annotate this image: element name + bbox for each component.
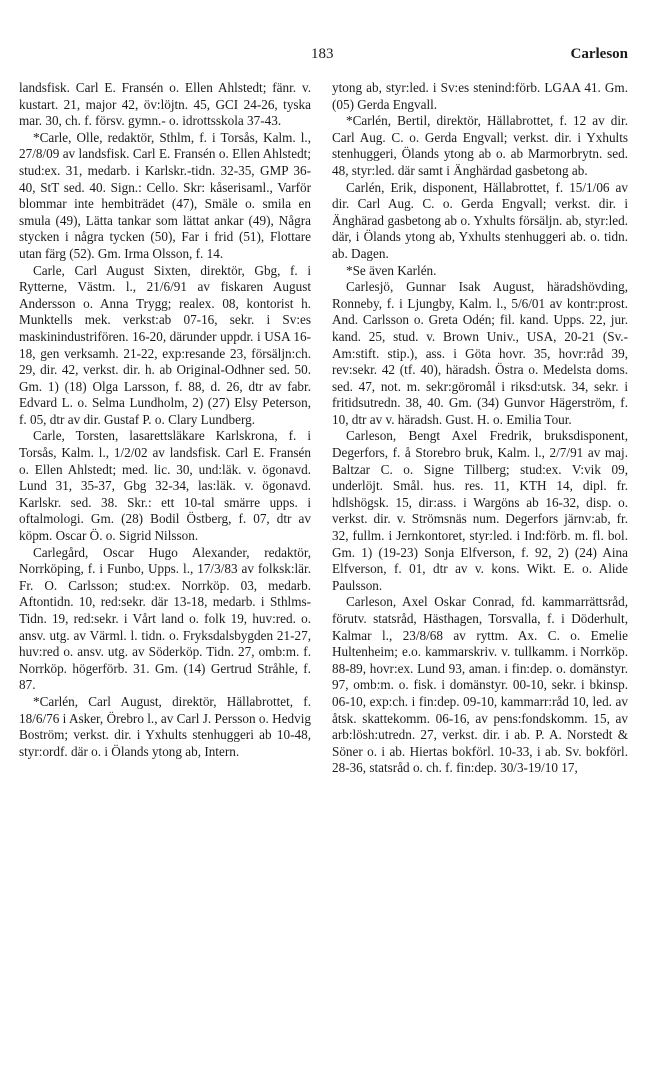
right-column: [332, 80, 628, 777]
left-column: [19, 80, 311, 760]
entry-text: Carlén, Erik, disponent, Hällabrottet, f. 15/1/06 av dir. Carl Aug. C. o. Gerda Engvall; verkst. dir. i Änghärad gasbetong ab o. Yxhults försäljn. ab, styr:led. där, i Ölands ytong ab, Yxhults stenhuggeri ab. o. tidn. ab. Dagen.: [332, 179, 628, 261]
entry-text: ytong ab, styr:led. i Sv:es stenind:förb. LGAA 41. Gm. (05) Gerda Engvall.: [332, 80, 628, 112]
entry-text: Carle, Carl August Sixten, direktör, Gbg, f. i Rytterne, Västm. l., 21/6/91 av fiskaren August Andersson o. Anna Trygg; realex. 08, kontorist h. Munktells mek. verkst:ab 07-16, sekr. i Sv:es maskinindustrifören. 16-20, därunder uppdr. i USA 16-18, gen verksamh. 21-22, exp:resande 23, försäljn:ch. 29, dir. 42, verkst. dir. h. ab Original-Odhner sed. 50. Gm. 1) (18) Olga Larsson, f. 88, d. 26, dtr av fabr. Edvard L. o. Selma Lundholm, 2) (27) Elsy Peterson, f. 05, dtr av dir. Gustaf P. o. Clary Lundberg.: [19, 262, 311, 427]
page-header: [0, 46, 656, 72]
entry-text: *Carlén, Bertil, direktör, Hällabrottet, f. 12 av dir. Carl Aug. C. o. Gerda Engvall; verkst. dir. i Yxhults stenhuggeri, Ölands ytong ab o. ab Marmorbrytn. sed. 48, styr:led. där samt i Änghärdad gasbetong ab.: [332, 113, 628, 178]
entry-text: Carlegård, Oscar Hugo Alexander, redaktör, Norrköping, f. i Funbo, Upps. l., 17/3/83 av folksk:lär. Fr. O. Carlsson; stud:ex. Norrköp. 03, medarb. Aftontidn. 10, red:sekr. där 13-18, medarb. i Sthlms-Tidn. 19, red:sekr. i Vårt land o. folk 19, huv:red. o. ansv. utg. av Värml. l. tidn. o. Fryksdalsbygden 21-27, huv:red o. ansv. utg. av Söderköp. Tidn. 27, omb:m. f. Norrköp. högerförb. 31. Gm. (14) Gertrud Stråhle, f. 87.: [19, 544, 311, 693]
entry-text: *Carlén, Carl August, direktör, Hällabrottet, f. 18/6/76 i Asker, Örebro l., av Carl J. Persson o. Hedvig Boström; verkst. dir. i Yxhults stenhuggeri ab 10-48, styr:ordf. där o. i Ölands ytong ab, Intern.: [19, 693, 311, 759]
entry-text: *Se även Karlén.: [346, 262, 437, 278]
entry-text: Carleson, Axel Oskar Conrad, fd. kammarrättsråd, förutv. statsråd, Hästhagen, Torsvalla, f. i Döderhult, Kalmar l., 23/8/68 av ryttm. Ax. C. o. Emelie Hultenheim; e.o. kammarskriv. v. tullkamm. i Norrköp. 88-89, hovr:ex. Lund 93, aman. i fin:dep. o. domänstyr. 97, omb:m. o. fisk. i domänstyr. 00-10, sekr. i bkinsp. 06-10, exp:ch. i fin:dep. 09-10, kammarr:råd 10, led. av åtsk. skattekomm. 06-16, av pens:fondskomm. 15, av arb:lösh:utredn. 27, verkst. dir. i ab. P. A. Norstedt & Söner o. i ab. Hiertas bokförl. 10-33, i ab. Sv. bokförl. 28-36, statsråd o. ch. f. fin:dep. 30/3-19/10 17,: [332, 594, 628, 776]
entry-text: Carleson, Bengt Axel Fredrik, bruksdisponent, Degerfors, f. å Storebro bruk, Kalm. l., 2/7/91 av maj. Baltzar C. o. Signe Tillberg; stud:ex. V:vik 09, underlöjt. Smål. hus. res. 11, KTH 14, dipl. fr. hdlshögsk. 15, dir:ass. i Wargöns ab 16-32, disp. o. verkst. dir. v. Strömsnäs num. Degerfors järnv:ab, fr. 32, fullm. i Jernkontoret, styr:led. i Ind:förb. m. fl. bol. Gm. 1) (19-23) Sonja Elfverson, f. 92, 2) (24) Aina Elfverson, f. 01, dtr av v. kons. Wikt. E. o. Alide Paulsson.: [332, 428, 628, 593]
entry-text: *Carle, Olle, redaktör, Sthlm, f. i Torsås, Kalm. l., 27/8/09 av landsfisk. Carl E. Fransén o. Ellen Ahlstedt; stud:ex. 31, medarb. i Karlskr.-tidn. 32-35, GMP 36-40, StT sed. 40. Sign.: Cello. Skr: kåserisaml., Varför blommar inte hembiträdet (47), Smäle o. smila en smula (49), Lätta tankar som lättat ankar (49), Några stycken i några tycken (50), Far i frid (51), Flottare utan färg (52). Gm. Irma Olsson, f. 14.: [19, 129, 311, 261]
entry-text: landsfisk. Carl E. Fransén o. Ellen Ahlstedt; fänr. v. kustart. 21, major 42, öv:löjtn. 45, GCI 24-26, tyska mar. 30, ch. f. försv. gymn.- o. idrottsskola 37-43.: [19, 80, 311, 129]
entry-text: Carlesjö, Gunnar Isak August, häradshövding, Ronneby, f. i Ljungby, Kalm. l., 5/6/01 av kontr:prost. And. Carlsson o. Greta Odén; fil. kand. Upps. 22, jur. kand. 25, stud. v. Brown Univ., USA, 20-21 (Sv.-Am:stift. stip.), ass. i Göta hovr. 35, hovr:råd 39, rev:sekr. 42 (tf. 40), häradsh. Östra o. Medelsta doms. sed. 47, not. m. sekr:göromål i riksd:utsk. 34, sekr. i fritidsutredn. 38, 40. Gm. (34) Gunvor Hägerström, f. 10, dtr av v. häradsh. Gust. H. o. Emilia Tour.: [332, 279, 628, 427]
running-head: Carleson: [570, 46, 628, 62]
entry-text: Carle, Torsten, lasarettsläkare Karlskrona, f. i Torsås, Kalm. l., 1/2/02 av landsfisk. Carl E. Fransén o. Ellen Ahlstedt; med. lic. 30, und:läk. v. ögonavd. Lund 31, 35-37, Gbg 32-34, las:läk. v. ögonavd. Karlskr. sed. 38. Skr.: ett 10-tal smärre upps. i oftalmologi. Gm. (28) Bodil Östberg, f. 07, dtr av köpm. Oscar Ö. o. Sigrid Nilsson.: [19, 428, 311, 544]
page-number: 183: [311, 46, 334, 62]
